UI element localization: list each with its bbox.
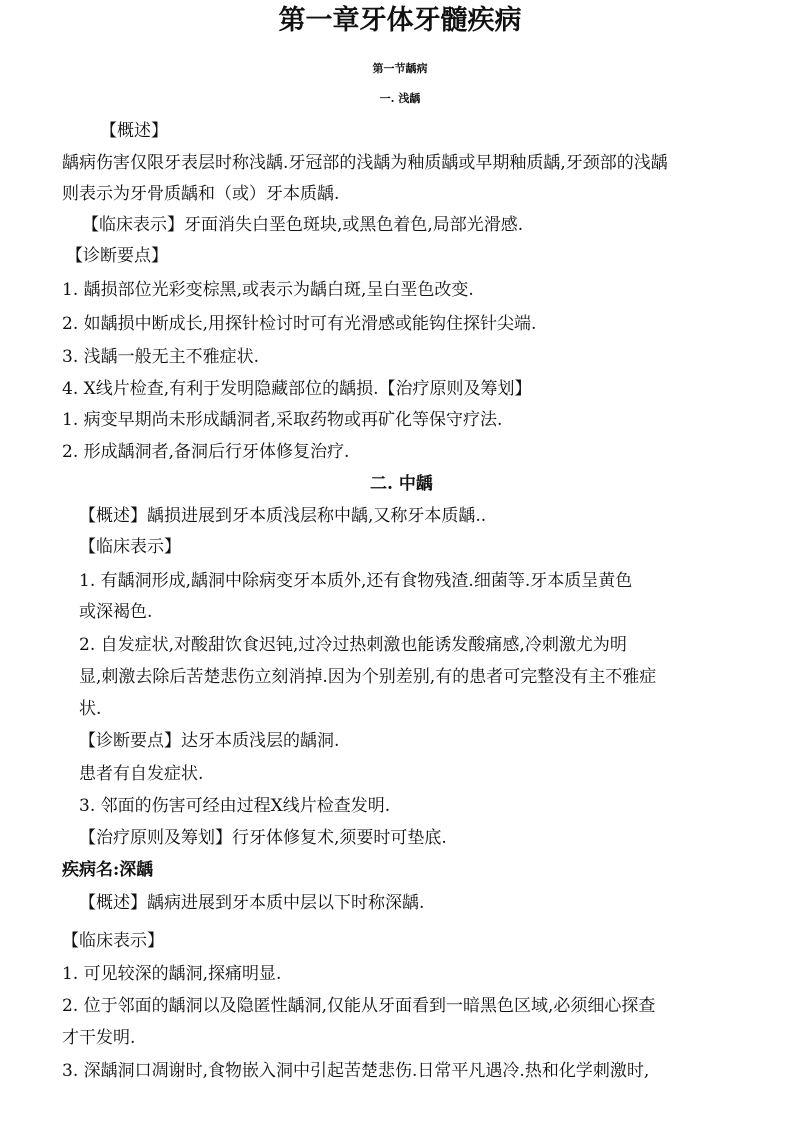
medium-clinical-item: 或深褐色.: [79, 602, 153, 622]
deep-clinical-item: 2. 位于邻面的龋洞以及隐匿性龋洞,仅能从牙面看到一暗黑色区域,必须细心探查: [62, 996, 656, 1016]
medium-overview: 【概述】龋损进展到牙本质浅层称中龋,又称牙本质龋..: [79, 506, 487, 526]
shallow-diagnosis-item: 2. 如龋损中断成长,用探针检讨时可有光滑感或能钩住探针尖端.: [62, 314, 537, 334]
medium-clinical-item: 1. 有龋洞形成,龋洞中除病变牙本质外,还有食物残渣.细菌等.牙本质呈黄色: [79, 571, 633, 591]
deep-clinical-item: 才干发明.: [62, 1028, 136, 1048]
medium-clinical-item: 2. 自发症状,对酸甜饮食迟钝,过冷过热刺激也能诱发酸痛感,冷刺激尤为明: [79, 635, 627, 655]
shallow-treatment-item: 1. 病变早期尚未形成龋洞者,采取药物或再矿化等保守疗法.: [62, 410, 503, 430]
deep-overview: 【概述】龋病进展到牙本质中层以下时称深龋.: [79, 893, 425, 913]
shallow-diagnosis-label: 【诊断要点】: [66, 246, 168, 266]
section-title: 第一节龋病: [372, 62, 428, 75]
chapter-title: 第一章牙体牙髓疾病: [278, 5, 522, 36]
deep-caries-heading: 疾病名:深龋: [62, 860, 154, 880]
medium-clinical-label: 【临床表示】: [79, 537, 181, 557]
deep-clinical-item: 3. 深龋洞口凋谢时,食物嵌入洞中引起苦楚悲伤.日常平凡遇冷.热和化学刺激时,: [62, 1061, 650, 1081]
medium-diagnosis-line: 患者有自发症状.: [79, 764, 204, 784]
medium-clinical-item: 显,刺激去除后苦楚悲伤立刻消掉.因为个别差别,有的患者可完整没有主不雅症: [79, 667, 657, 687]
shallow-caries-heading: 一. 浅龋: [379, 92, 421, 105]
shallow-overview-line: 龋病伤害仅限牙表层时称浅龋.牙冠部的浅龋为釉质龋或早期釉质龋,牙颈部的浅龋: [62, 153, 668, 173]
shallow-treatment-item: 2. 形成龋洞者,备洞后行牙体修复治疗.: [62, 442, 350, 462]
medium-clinical-item: 状.: [79, 699, 102, 719]
medium-diagnosis-item: 3. 邻面的伤害可经由过程X线片检查发明.: [79, 796, 391, 816]
deep-clinical-item: 1. 可见较深的龋洞,探痛明显.: [62, 964, 282, 984]
shallow-clinical: 【临床表示】牙面消失白垩色斑块,或黑色着色,局部光滑感.: [82, 215, 524, 235]
medium-treatment: 【治疗原则及筹划】行牙体修复术,须要时可垫底.: [79, 828, 447, 848]
shallow-diagnosis-item: 4. X线片检查,有利于发明隐藏部位的龋损.【治疗原则及筹划】: [62, 379, 532, 399]
shallow-diagnosis-item: 1. 龋损部位光彩变棕黑,或表示为龋白斑,呈白垩色改变.: [62, 280, 474, 300]
medium-caries-heading: 二. 中龋: [370, 474, 433, 494]
medium-diagnosis: 【诊断要点】达牙本质浅层的龋洞.: [79, 731, 340, 751]
deep-clinical-label: 【临床表示】: [62, 931, 164, 951]
shallow-overview-line: 则表示为牙骨质龋和（或）牙本质龋.: [62, 184, 340, 204]
shallow-diagnosis-item: 3. 浅龋一般无主不雅症状.: [62, 347, 260, 367]
shallow-overview-label: 【概述】: [100, 121, 168, 141]
